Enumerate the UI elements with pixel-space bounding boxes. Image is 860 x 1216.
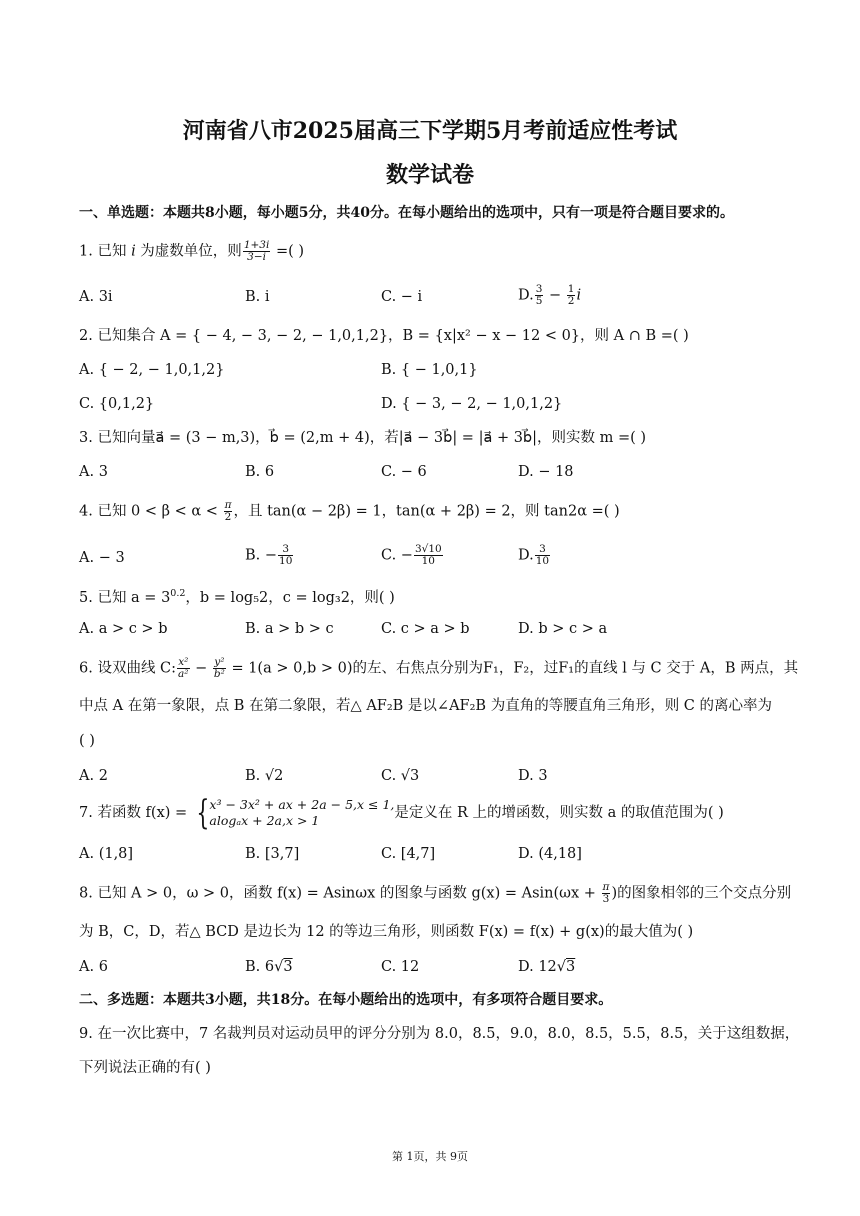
q1-option-c: C. − i xyxy=(381,289,423,305)
question-6-line-2: 中点 A 在第一象限，点 B 在第二象限，若△ AF₂B 是以∠AF₂B 为直角的等腰直角三角形，则 C 的离心率为 xyxy=(79,698,773,714)
q8-option-d: D. 12√3 xyxy=(518,959,576,975)
q3-option-a: A. 3 xyxy=(79,464,108,480)
q4-option-a: A. − 3 xyxy=(79,550,125,566)
question-6-line-3: ( ) xyxy=(79,733,95,749)
page-title: 河南省八市2025届高三下学期5月考前适应性考试 xyxy=(182,118,678,144)
question-7: 7. 若函数 f(x) = { x³ − 3x² + ax + 2a − 5,x ≤ 1, alogₐx + 2a,x > 1 是定义在 R 上的增函数，则实数 a 的取值范围为( ) xyxy=(79,793,724,833)
q5-option-c: C. c > a > b xyxy=(381,621,470,637)
question-4: 4. 已知 0 < β < α < $\frac{\pi}{2}$ ，且 tan(α − 2β) = 1，tan(α + 2β) = 2，则 tan2α =( ) xyxy=(79,499,620,523)
q6-option-b: B. √2 xyxy=(245,768,284,784)
q2-option-d: D. { − 3, − 2, − 1,0,1,2} xyxy=(381,396,563,412)
q1-option-d: D. $\frac{3}{5}$ − $\frac{1}{2}$ i xyxy=(518,283,582,307)
q7-option-d: D. (4,18] xyxy=(518,846,582,862)
q7-option-a: A. (1,8] xyxy=(79,846,134,862)
q7-option-b: B. [3,7] xyxy=(245,846,300,862)
q3-option-d: D. − 18 xyxy=(518,464,574,480)
q6-option-d: D. 3 xyxy=(518,768,548,784)
question-8-line-2: 为 B，C，D，若△ BCD 是边长为 12 的等边三角形，则函数 F(x) = f(x) + g(x)的最大值为( ) xyxy=(79,924,694,940)
q4-option-c: C. − $\frac{3√10}{10}$ xyxy=(381,543,442,567)
question-8-line-1: 8. 已知 A > 0，ω > 0，函数 f(x) = Asinωx 的图象与函数 g(x) = Asin(ωx + $\frac{\pi}{3}$ )的图象相邻的三个交点分别 xyxy=(79,881,792,905)
q5-option-a: A. a > c > b xyxy=(79,621,168,637)
q5-option-b: B. a > b > c xyxy=(245,621,334,637)
page-footer: 第 1页，共 9页 xyxy=(392,1150,468,1163)
question-6-line-1: 6. 设双曲线 C: $\frac{\text{x²}}{\text{a²}}$ − $\frac{\text{y²}}{\text{b²}}$ = 1(a > 0,b > 0)的左、右焦点分别为F₁，F₂，过F₁的直线 l 与 C 交于 A，B 两点，其 xyxy=(79,656,799,680)
question-9-line-2: 下列说法正确的有( ) xyxy=(79,1060,211,1076)
q8-option-c: C. 12 xyxy=(381,959,420,975)
page-subtitle: 数学试卷 xyxy=(385,162,474,188)
q8-option-a: A. 6 xyxy=(79,959,108,975)
question-3: 3. 已知向量a⃗ = (3 − m,3)，b⃗ = (2,m + 4)，若|a⃗ − 3b⃗| = |a⃗ + 3b⃗|，则实数 m =( ) xyxy=(79,430,647,446)
q1-option-b: B. i xyxy=(245,289,270,305)
question-2: 2. 已知集合 A = { − 4, − 3, − 2, − 1,0,1,2}，B = {x|x² − x − 12 < 0}，则 A ∩ B =( ) xyxy=(79,328,689,344)
q1-option-a: A. 3i xyxy=(79,289,113,305)
q5-option-d: D. b > c > a xyxy=(518,621,608,637)
q3-option-b: B. 6 xyxy=(245,464,275,480)
q6-option-c: C. √3 xyxy=(381,768,420,784)
section-multiple-choice: 二、多选题：本题共3小题，共18分。在每小题给出的选项中，有多项符合题目要求。 xyxy=(79,992,613,1008)
q8-option-b: B. 6√3 xyxy=(245,959,293,975)
question-5: 5. 已知 $a = 3^{0.2}$，b = log₅2，c = log₃2，则( ) xyxy=(79,588,395,606)
q2-option-b: B. { − 1,0,1} xyxy=(381,362,478,378)
question-1: 1. 已知 i 为虚数单位，则 $\frac{1+3i}{3-i}$ =( ) xyxy=(79,239,305,263)
q2-option-a: A. { − 2, − 1,0,1,2} xyxy=(79,362,225,378)
q6-option-a: A. 2 xyxy=(79,768,108,784)
section-single-choice: 一、单选题：本题共8小题，每小题5分，共40分。在每小题给出的选项中，只有一项是符合题目要求的。 xyxy=(79,205,734,221)
q3-option-c: C. − 6 xyxy=(381,464,427,480)
q4-option-b: B. − $\frac{3}{10}$ xyxy=(245,543,293,567)
q4-option-d: D. $\frac{3}{10}$ xyxy=(518,543,550,567)
q2-option-c: C. {0,1,2} xyxy=(79,396,155,412)
q7-option-c: C. [4,7] xyxy=(381,846,436,862)
question-9-line-1: 9. 在一次比赛中，7 名裁判员对运动员甲的评分分别为 8.0，8.5，9.0，8.0，8.5，5.5，8.5，关于这组数据， xyxy=(79,1026,800,1042)
